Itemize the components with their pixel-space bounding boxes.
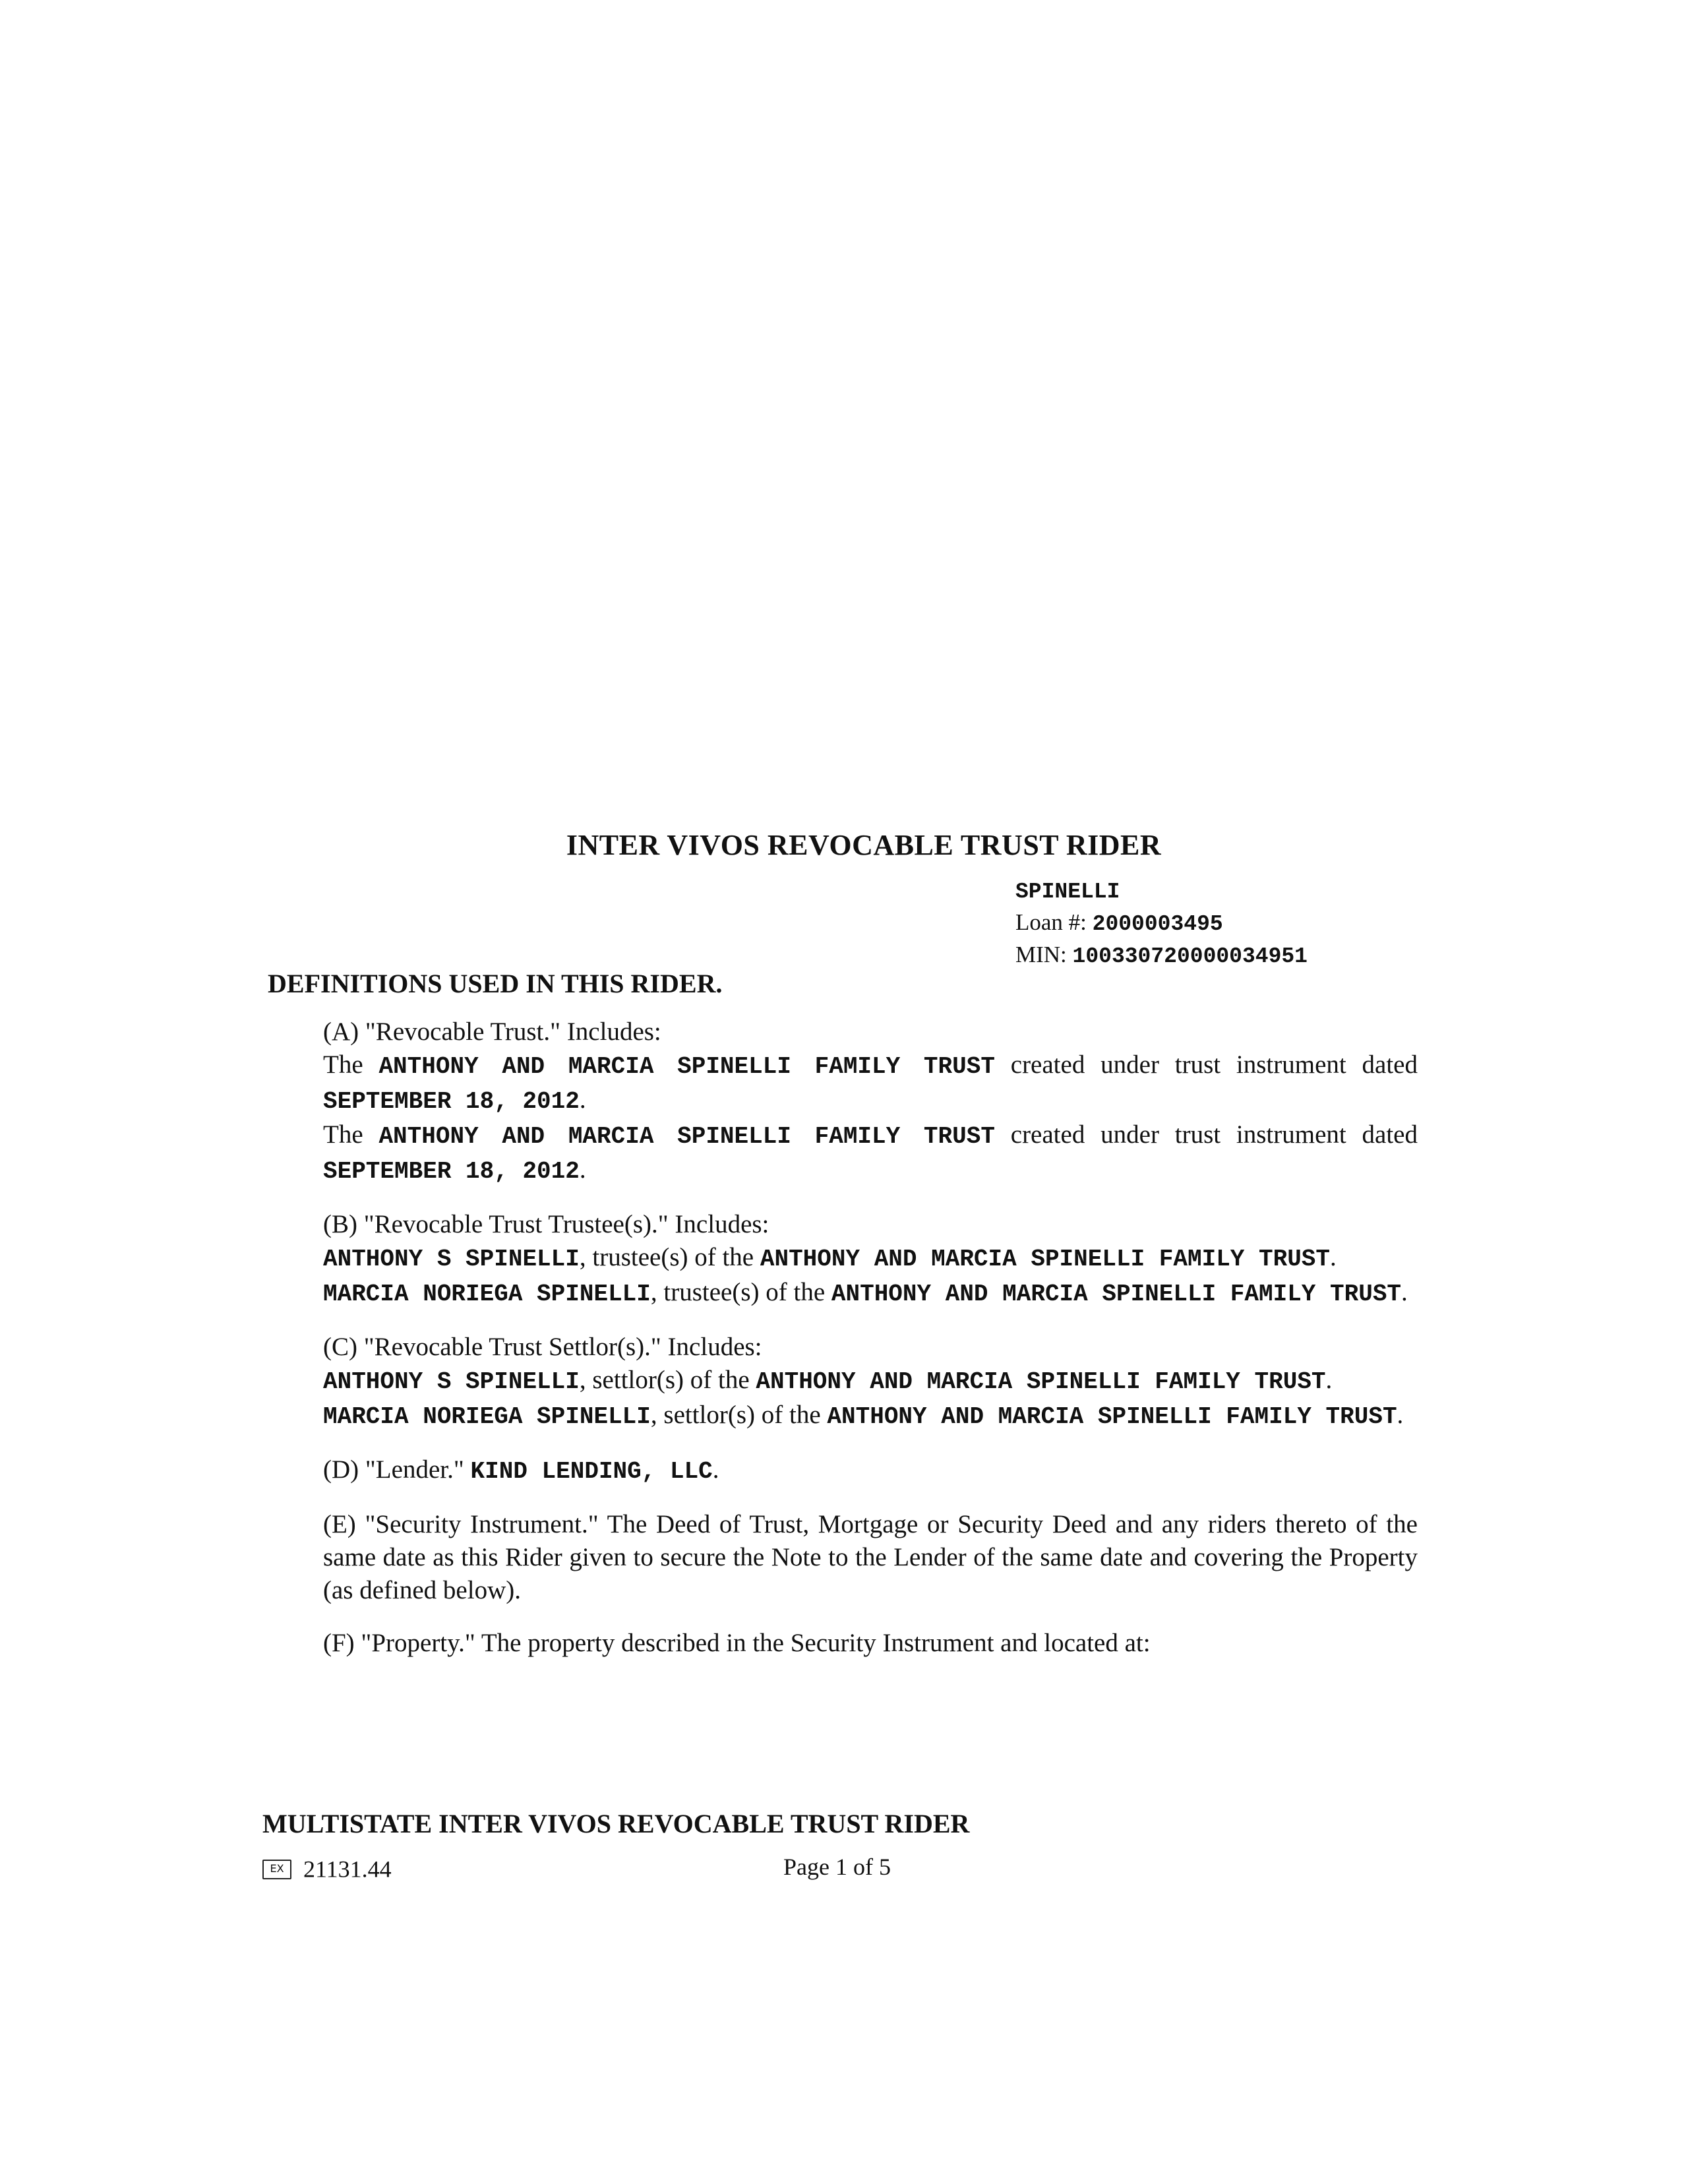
definition-d	[323, 1453, 1418, 1488]
form-title: MULTISTATE INTER VIVOS REVOCABLE TRUST RIDER	[262, 1809, 970, 1838]
trustee-name: ANTHONY S SPINELLI	[323, 1246, 580, 1273]
form-number: 21131.44	[303, 1856, 392, 1883]
definitions-list	[323, 1016, 1418, 1680]
entry-text: The	[323, 1050, 379, 1079]
definition-entry	[323, 1453, 1418, 1488]
entry-text: .	[1330, 1243, 1337, 1271]
entry-text: .	[579, 1155, 586, 1184]
loan-label: Loan #:	[1015, 909, 1093, 935]
ex-logo-icon: EX	[262, 1860, 291, 1879]
definition-b	[323, 1208, 1418, 1311]
entry-text: , settlor(s) of the	[579, 1366, 756, 1394]
entry-text: created under trust instrument dated	[994, 1120, 1418, 1149]
definition-f	[323, 1627, 1418, 1660]
entry-text: , settlor(s) of the	[650, 1401, 828, 1429]
min-line	[1015, 940, 1308, 972]
definition-entry	[323, 1048, 1418, 1118]
definition-entry	[323, 1118, 1418, 1188]
entry-text: , trustee(s) of the	[650, 1278, 831, 1306]
entry-text: .	[1401, 1278, 1408, 1306]
loan-number-line	[1015, 907, 1308, 940]
min-label: MIN:	[1015, 942, 1073, 967]
trustee-name: MARCIA NORIEGA SPINELLI	[323, 1281, 651, 1308]
definition-e	[323, 1508, 1418, 1607]
settlor-name: ANTHONY S SPINELLI	[323, 1368, 580, 1395]
definition-a	[323, 1016, 1418, 1188]
trust-name: ANTHONY AND MARCIA SPINELLI FAMILY TRUST	[831, 1281, 1402, 1308]
entry-text: (D) "Lender."	[323, 1455, 471, 1484]
trust-name: ANTHONY AND MARCIA SPINELLI FAMILY TRUST	[378, 1123, 995, 1150]
definition-entry: (E) "Security Instrument." The Deed of Trust, Mortgage or Security Deed and any riders thereto of the same date as this Rider given to secure the Note to the Lender of the same date and covering the Property (as defined below).	[323, 1510, 1418, 1604]
entry-text: .	[1325, 1366, 1333, 1394]
definition-entry	[323, 1241, 1418, 1276]
settlor-name: MARCIA NORIEGA SPINELLI	[323, 1403, 651, 1430]
trust-date: SEPTEMBER 18, 2012	[323, 1088, 580, 1115]
definition-heading: (B) "Revocable Trust Trustee(s)." Includes:	[323, 1210, 769, 1238]
trust-name: ANTHONY AND MARCIA SPINELLI FAMILY TRUST	[756, 1368, 1326, 1395]
entry-text: .	[1397, 1401, 1404, 1429]
definition-c	[323, 1331, 1418, 1434]
trust-name: ANTHONY AND MARCIA SPINELLI FAMILY TRUST	[827, 1403, 1397, 1430]
loan-number: 2000003495	[1092, 912, 1223, 936]
entry-text: .	[712, 1455, 719, 1484]
borrower-name: SPINELLI	[1015, 880, 1120, 904]
entry-text: , trustee(s) of the	[579, 1243, 760, 1271]
loan-info	[1015, 877, 1308, 972]
definition-entry: (F) "Property." The property described in the Security Instrument and located at:	[323, 1629, 1151, 1657]
lender-name: KIND LENDING, LLC	[470, 1458, 713, 1485]
definition-entry	[323, 1399, 1418, 1434]
entry-text: The	[323, 1120, 379, 1149]
definition-entry	[323, 1276, 1418, 1311]
entry-text: .	[579, 1085, 586, 1114]
section-heading: DEFINITIONS USED IN THIS RIDER.	[268, 969, 723, 998]
definition-heading: (A) "Revocable Trust." Includes:	[323, 1017, 661, 1046]
document-title: INTER VIVOS REVOCABLE TRUST RIDER	[566, 829, 1162, 861]
page-number: Page 1 of 5	[783, 1854, 891, 1880]
trust-date: SEPTEMBER 18, 2012	[323, 1158, 580, 1185]
footer	[262, 1853, 1423, 1883]
definition-heading: (C) "Revocable Trust Settlor(s)." Includes:	[323, 1333, 762, 1361]
trust-name: ANTHONY AND MARCIA SPINELLI FAMILY TRUST	[760, 1246, 1331, 1273]
min-number: 100330720000034951	[1072, 944, 1308, 969]
definition-entry	[323, 1364, 1418, 1399]
entry-text: created under trust instrument dated	[994, 1050, 1418, 1079]
trust-name: ANTHONY AND MARCIA SPINELLI FAMILY TRUST	[378, 1053, 995, 1080]
